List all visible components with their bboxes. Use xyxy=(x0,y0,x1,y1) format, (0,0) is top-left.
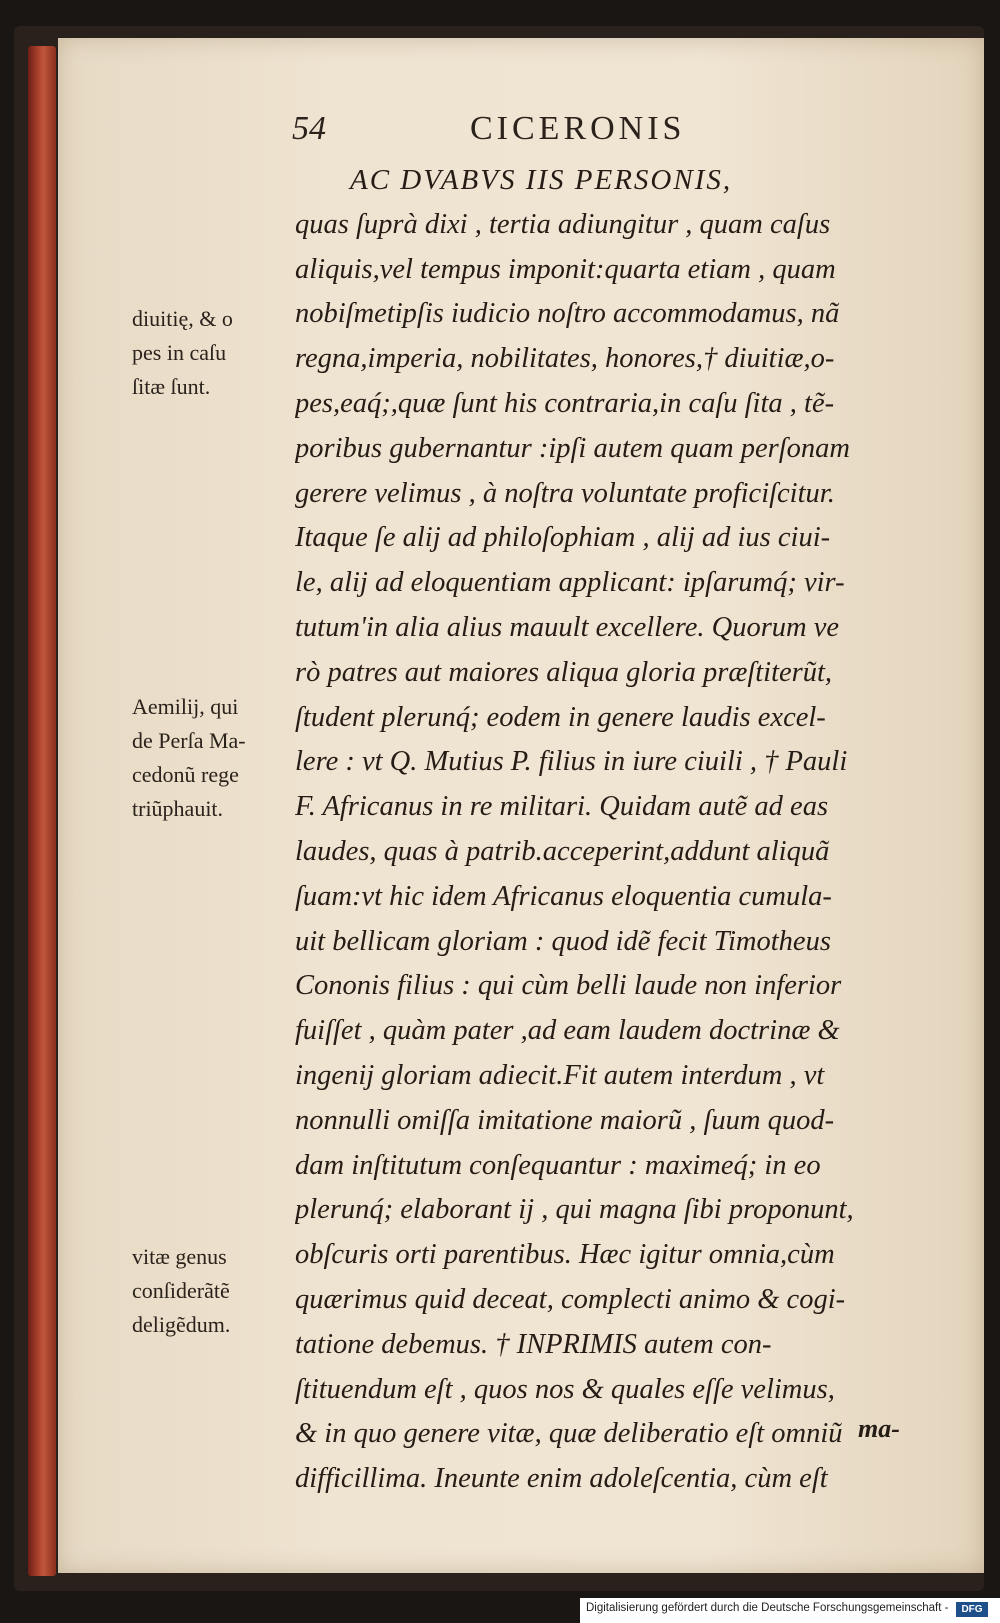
text-line: fuiſſet , quàm pater ,ad eam laudem doctrinæ & xyxy=(295,1015,840,1047)
margin-note-line: pes in caſu xyxy=(132,340,227,365)
text-line: ſtituendum eſt , quos nos & quales eſſe velimus, xyxy=(295,1373,835,1405)
text-line: obſcuris orti parentibus. Hæc igitur omnia,cùm xyxy=(295,1239,835,1271)
margin-note-line: conſiderãtẽ xyxy=(132,1278,230,1303)
text-line: aliquis,vel tempus imponit:quarta etiam , quam xyxy=(295,253,836,285)
page-header xyxy=(292,110,932,160)
text-line: dam inſtitutum conſequantur : maximeq́; in eo xyxy=(295,1149,821,1181)
margin-note-line: triũphauit. xyxy=(132,796,224,821)
text-line: tatione debemus. † INPRIMIS autem con- xyxy=(295,1328,772,1360)
margin-note-line: vitæ genus xyxy=(132,1244,227,1269)
footer-credit-text: Digitalisierung gefördert durch die Deutsche Forschungsgemeinschaft - xyxy=(586,1602,949,1614)
catchword: ma- xyxy=(858,1414,900,1443)
text-line: Cononis filius : qui cùm belli laude non inferior xyxy=(295,970,842,1002)
dfg-logo: DFG xyxy=(956,1602,988,1617)
page-number: 54 xyxy=(292,110,326,147)
text-line: le, alij ad eloquentiam applicant: ipſarumq́; vir- xyxy=(295,567,845,599)
margin-note-line: deligẽdum. xyxy=(132,1312,231,1337)
text-line: plerunq́; elaborant ij , qui magna ſibi proponunt, xyxy=(295,1194,854,1226)
text-line: quas ſuprà dixi , tertia adiungitur , quam caſus xyxy=(295,208,831,240)
text-line: quærimus quid deceat, complecti animo & cogi- xyxy=(295,1283,846,1315)
text-line: difficillima. Ineunte enim adoleſcentia, cùm eſt xyxy=(295,1463,828,1495)
text-line: regna,imperia, nobilitates, honores,† diuitiæ,o- xyxy=(295,343,835,375)
text-line: nonnulli omiſſa imitatione maiorũ , ſuum quod- xyxy=(295,1104,835,1136)
main-text xyxy=(295,158,920,1495)
text-line: poribus gubernantur :ipſi autem quam perſonam xyxy=(295,432,850,464)
text-line: laudes, quas à patrib.acceperint,addunt aliquã xyxy=(295,835,830,867)
text-line: rò patres aut maiores aliqua gloria præſtiterũt, xyxy=(295,656,833,688)
margin-note-aemilius xyxy=(132,690,287,826)
text-line: ſtudent plerunq́; eodem in genere laudis excel- xyxy=(295,701,826,733)
margin-note-line: de Perſa Ma- xyxy=(132,728,246,753)
running-title: CICERONIS xyxy=(470,110,686,147)
text-line: lere : vt Q. Mutius P. filius in iure ciuili , † Pauli xyxy=(295,746,848,778)
text-line: nobiſmetipſis iudicio noſtro accommodamus, nã xyxy=(295,298,840,330)
margin-note-line: ſitæ ſunt. xyxy=(132,374,211,399)
margin-note-line: Aemilij, qui xyxy=(132,694,239,719)
footer-credit-bar xyxy=(580,1598,1000,1623)
text-line: Itaque ſe alij ad philoſophiam , alij ad ius ciui- xyxy=(295,522,831,554)
margin-note-vitae-genus xyxy=(132,1240,287,1342)
margin-note-line: cedonũ rege xyxy=(132,762,239,787)
text-line: ingenij gloriam adiecit.Fit autem interdum , vt xyxy=(295,1059,825,1091)
text-line: ſuam:vt hic idem Africanus eloquentia cumula- xyxy=(295,880,832,912)
text-line: AC DVABVS IIS PERSONIS, xyxy=(350,164,733,196)
margin-note-riches xyxy=(132,302,287,404)
text-line: F. Africanus in re militari. Quidam autẽ ad eas xyxy=(295,791,829,823)
text-line: & in quo genere vitæ, quæ deliberatio eſt omniũ xyxy=(295,1418,843,1450)
text-line: tutum'in alia alius mauult excellere. Quorum ve xyxy=(295,611,840,643)
page-edge xyxy=(28,46,56,1576)
text-line: uit bellicam gloriam : quod idẽ fecit Timotheus xyxy=(295,925,831,957)
text-line: pes,eaq́;,quæ ſunt his contraria,in caſu ſita , tẽ- xyxy=(295,387,835,419)
text-line: gerere velimus , à noſtra voluntate proficiſcitur. xyxy=(295,477,835,509)
margin-note-line: diuitię, & o xyxy=(132,306,233,331)
